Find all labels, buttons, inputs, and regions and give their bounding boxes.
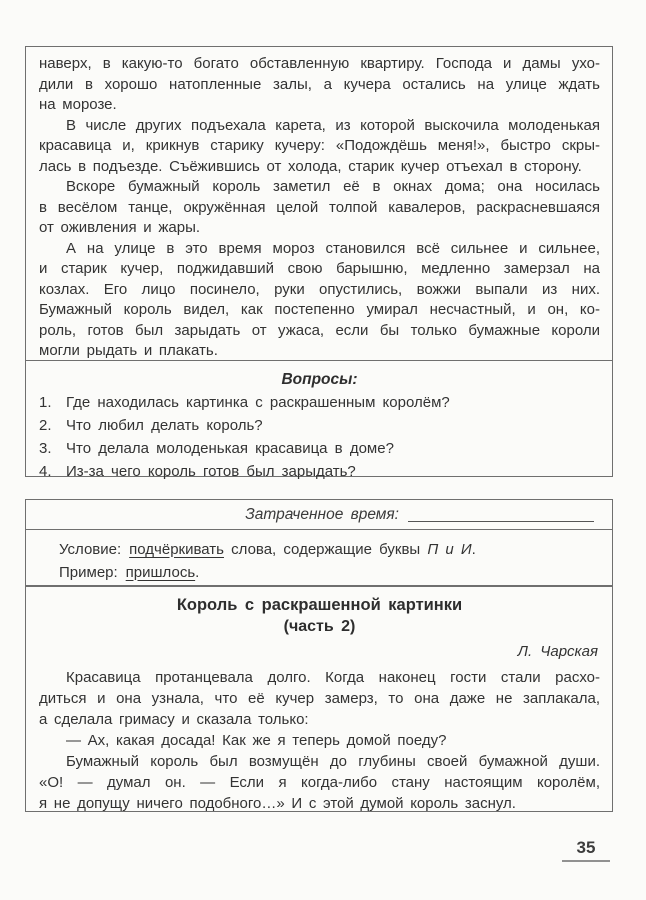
- question-item: [39, 460, 600, 483]
- task-section: [0, 499, 646, 812]
- text-line: а сделала гримасу и сказала только:: [39, 711, 309, 728]
- text-line: Бумажный король видел, как постепенно умирал несчастный, и он, ко-: [39, 301, 600, 318]
- text-line: — Ах, какая досада! Как же я теперь домой поеду?: [66, 732, 447, 749]
- question-text: Что любил делать король?: [66, 416, 263, 434]
- story-subtitle: (часть 2): [283, 618, 356, 635]
- question-item: [39, 437, 600, 460]
- text-line: я не допущу ничего подобного…» И с этой думой король заснул.: [39, 795, 516, 812]
- story-author: Л. Чарская: [517, 643, 598, 660]
- condition-text: слова, содержащие буквы: [223, 540, 428, 558]
- question-text: Из-за чего король готов был зарыдать?: [66, 462, 356, 480]
- example-label: Пример:: [59, 563, 118, 581]
- question-item: [39, 414, 600, 437]
- questions-box: [25, 360, 613, 480]
- example-row: [59, 561, 600, 584]
- story-title: Король с раскрашенной картинки: [176, 596, 463, 614]
- text-line: козлах. Его лицо посинело, руки опустились, вожжи выпали из них.: [39, 280, 600, 298]
- text-line: В числе других подъехала карета, из которой выскочила молоденькая: [66, 116, 600, 134]
- text-line: «О! — думал он. — Если я когда-либо стану настоящим королём,: [39, 774, 600, 791]
- text-line: роль, готов был зарыдать от ужаса, если бы только бумажные короли: [39, 321, 600, 339]
- condition-letters: П и И: [427, 540, 472, 558]
- text-line: дили в хорошо натопленные залы, а кучера остались на улице ждать: [39, 75, 600, 93]
- questions-list: [39, 391, 600, 483]
- question-text: Что делала молоденькая красавица в доме?: [66, 439, 394, 457]
- text-line: от оживления и жары.: [39, 219, 201, 236]
- text-line: Красавица протанцевала долго. Когда наконец гости стали расхо-: [66, 669, 600, 686]
- question-number: 3.: [39, 439, 52, 457]
- story-part1-text-box: [25, 46, 613, 361]
- question-number: 4.: [39, 462, 52, 480]
- time-spent-label: Затраченное время:: [245, 505, 399, 523]
- text-line: красавица и, крикнув старику кучеру: «Подождёшь меня!», быстро скры-: [39, 137, 600, 154]
- question-text: Где находилась картинка с раскрашенным королём?: [66, 393, 450, 411]
- text-line: А на улице в это время мороз становился всё сильнее и сильнее,: [66, 239, 600, 257]
- text-line: и старик кучер, поджидавший свою барышню, медленно замерзал на: [39, 260, 600, 277]
- time-spent-blank-line: [408, 507, 594, 522]
- condition-period: .: [471, 540, 476, 558]
- condition-box: [25, 529, 613, 587]
- story-part2-box: [25, 585, 613, 812]
- story-part2-text: [39, 667, 600, 814]
- text-line: наверх, в какую-то богато обставленную квартиру. Господа и дамы ухо-: [39, 55, 600, 72]
- questions-heading: Вопросы:: [281, 370, 358, 388]
- condition-row: [59, 538, 600, 561]
- text-line: лась в подъезде. Съёжившись от холода, старик кучер отъехал в сторону.: [39, 157, 582, 175]
- condition-label: Условие:: [59, 540, 122, 558]
- text-line: на морозе.: [39, 96, 117, 113]
- question-number: 1.: [39, 393, 52, 411]
- condition-underlined-word: подчёркивать: [129, 540, 224, 558]
- question-item: [39, 391, 600, 414]
- reading-section: [0, 46, 646, 480]
- text-line: могли рыдать и плакать.: [39, 342, 218, 359]
- text-line: Вскоре бумажный король заметил её в окнах дома; она носилась: [66, 178, 600, 195]
- example-period: .: [195, 563, 200, 581]
- text-line: Бумажный король был возмущён до глубины своей бумажной души.: [66, 753, 600, 770]
- page-number: 35: [562, 838, 610, 862]
- example-underlined-word: пришлось: [125, 563, 196, 581]
- question-number: 2.: [39, 416, 52, 434]
- time-spent-box: [25, 499, 613, 530]
- text-line: диться и она узнала, что её кучер замерз, то она даже не заплакала,: [39, 690, 600, 707]
- text-line: в весёлом танце, окружённая целой толпой кавалеров, раскрасневшаяся: [39, 198, 600, 216]
